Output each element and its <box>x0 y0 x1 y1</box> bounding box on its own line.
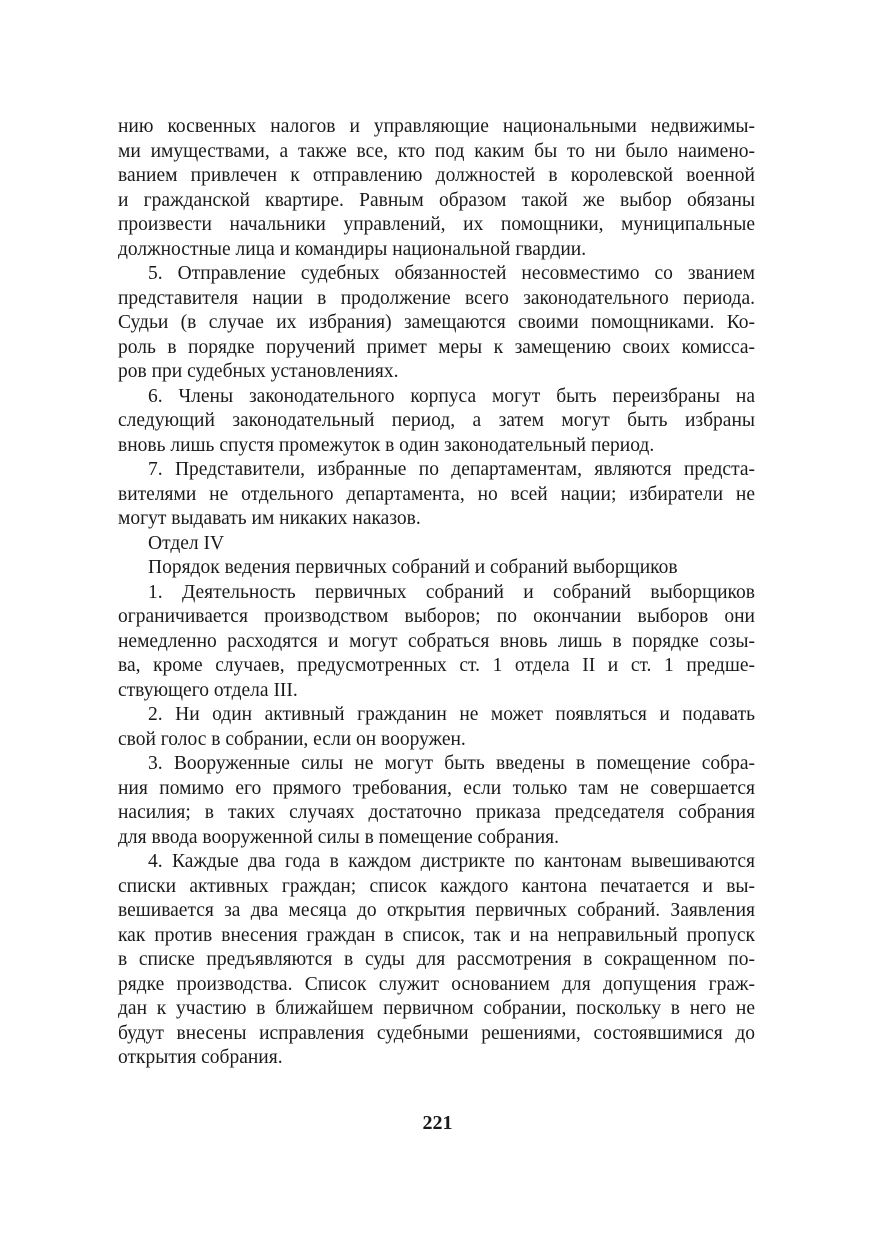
text-line: должностные лица и командиры национальной гвардии. <box>118 238 587 260</box>
text-line: роль в порядке поручений примет меры к замещению своих комисса- <box>118 336 755 358</box>
text-line: следующий законодательный период, а затем могут быть избраны <box>118 410 755 431</box>
text-line: ми имуществами, а также все, кто под каким бы то ни было наимено- <box>118 140 755 162</box>
text-line: немедленно расходятся и могут собраться вновь лишь в порядке созы- <box>118 630 755 652</box>
text-line: свой голос в собрании, если он вооружен. <box>118 728 466 750</box>
text-line: Судьи (в случае их избрания) замещаются своими помощниками. Ко- <box>118 312 755 333</box>
text-line: представителя нации в продолжение всего законодательного периода. <box>118 287 755 309</box>
text-line: 1. Деятельность первичных собраний и собраний выборщиков <box>148 581 755 603</box>
text-line: Порядок ведения первичных собраний и собраний выборщиков <box>148 557 678 578</box>
text-line: рядке производства. Список служит основанием для допущения граж- <box>118 973 755 995</box>
text-line: дан к участию в ближайшем первичном собрании, поскольку в него не <box>118 998 755 1019</box>
text-line: 7. Представители, избранные по департаментам, являются предста- <box>148 459 755 480</box>
text-line: 4. Каждые два года в каждом дистрикте по кантонам вывешиваются <box>148 851 755 872</box>
text-line: вновь лишь спустя промежуток в один законодательный период. <box>118 434 655 456</box>
text-line: 3. Вооруженные силы не могут быть введены в помещение собра- <box>148 753 755 774</box>
text-line: произвести начальники управлений, их помощники, муниципальные <box>118 214 755 235</box>
text-line: будут внесены исправления судебными решениями, состоявшимися до <box>118 1022 755 1044</box>
text-line: могут выдавать им никаких наказов. <box>118 508 421 529</box>
text-line: Отдел IV <box>148 532 225 554</box>
page-number: 221 <box>422 1112 453 1134</box>
text-line: списки активных граждан; список каждого кантона печатается и вы- <box>118 875 755 897</box>
text-line: ванием привлечен к отправлению должностей в королевской военной <box>118 165 755 186</box>
text-line: вешивается за два месяца до открытия первичных собраний. Заявления <box>118 900 755 921</box>
text-line: как против внесения граждан в список, так и на неправильный пропуск <box>118 924 755 946</box>
text-line: ва, кроме случаев, предусмотренных ст. 1 отдела II и ст. 1 предше- <box>118 655 755 676</box>
text-line: в списке предъявляются в суды для рассмотрения в сокращенном по- <box>118 949 755 970</box>
text-line: ствующего отдела III. <box>118 679 298 701</box>
text-line: нию косвенных налогов и управляющие национальными недвижимы- <box>118 116 755 137</box>
text-line: ров при судебных установлениях. <box>118 361 399 382</box>
text-line: открытия собрания. <box>118 1047 283 1068</box>
text-line: 2. Ни один активный гражданин не может появляться и подавать <box>148 704 755 725</box>
text-line: 6. Члены законодательного корпуса могут быть переизбраны на <box>148 385 755 407</box>
text-line: ограничивается производством выборов; по окончании выборов они <box>118 606 755 627</box>
text-line: ния помимо его прямого требования, если только там не совершается <box>118 777 755 799</box>
text-line: вителями не отдельного департамента, но всей нации; избиратели не <box>118 483 755 505</box>
body-text <box>118 115 755 1071</box>
text-line: насилия; в таких случаях достаточно приказа председателя собрания <box>118 802 755 823</box>
text-line: 5. Отправление судебных обязанностей несовместимо со званием <box>148 263 755 284</box>
text-line: и гражданской квартире. Равным образом такой же выбор обязаны <box>118 189 755 211</box>
text-line: для ввода вооруженной силы в помещение собрания. <box>118 826 559 848</box>
